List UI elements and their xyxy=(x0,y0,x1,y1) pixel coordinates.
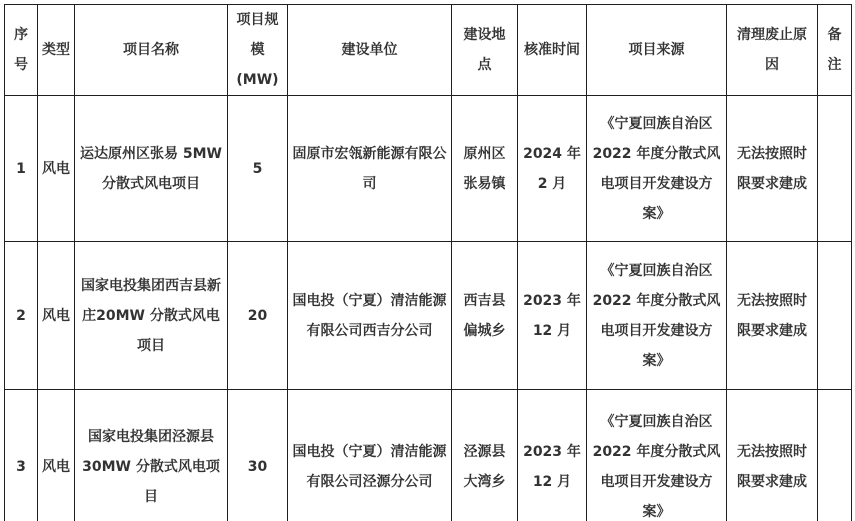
col-header-project-name: 项目名称 xyxy=(75,5,228,96)
col-header-type: 类型 xyxy=(38,5,75,96)
table-header-row xyxy=(5,5,852,96)
cell-remark xyxy=(818,96,852,242)
col-header-builder: 建设单位 xyxy=(288,5,452,96)
col-header-index: 序号 xyxy=(5,5,38,96)
col-header-location: 建设地点 xyxy=(452,5,518,96)
cell-index: 3 xyxy=(5,390,38,521)
cell-index: 1 xyxy=(5,96,38,242)
col-header-approval-time: 核准时间 xyxy=(518,5,587,96)
cell-scale: 20 xyxy=(228,242,288,390)
cell-approval-time: 2023 年 12 月 xyxy=(518,242,587,390)
cell-builder: 国电投（宁夏）清洁能源有限公司泾源分公司 xyxy=(288,390,452,521)
cell-location: 原州区张易镇 xyxy=(452,96,518,242)
cell-type: 风电 xyxy=(38,96,75,242)
table-row xyxy=(5,96,852,242)
cell-source: 《宁夏回族自治区2022 年度分散式风电项目开发建设方案》 xyxy=(587,390,727,521)
cell-location: 泾源县大湾乡 xyxy=(452,390,518,521)
col-header-abolish-reason: 清理废止原因 xyxy=(727,5,818,96)
cell-abolish-reason: 无法按照时限要求建成 xyxy=(727,390,818,521)
cell-project-name: 国家电投集团泾源县30MW 分散式风电项目 xyxy=(75,390,228,521)
cell-scale: 5 xyxy=(228,96,288,242)
cell-source: 《宁夏回族自治区2022 年度分散式风电项目开发建设方案》 xyxy=(587,242,727,390)
col-header-scale: 项目规模(MW) xyxy=(228,5,288,96)
cell-builder: 国电投（宁夏）清洁能源有限公司西吉分公司 xyxy=(288,242,452,390)
cell-location: 西吉县偏城乡 xyxy=(452,242,518,390)
cell-source: 《宁夏回族自治区2022 年度分散式风电项目开发建设方案》 xyxy=(587,96,727,242)
col-header-remark: 备注 xyxy=(818,5,852,96)
cell-project-name: 运达原州区张易 5MW 分散式风电项目 xyxy=(75,96,228,242)
col-header-source: 项目来源 xyxy=(587,5,727,96)
cell-remark xyxy=(818,390,852,521)
table-row xyxy=(5,390,852,521)
cell-type: 风电 xyxy=(38,242,75,390)
cell-abolish-reason: 无法按照时限要求建成 xyxy=(727,242,818,390)
cell-index: 2 xyxy=(5,242,38,390)
cell-type: 风电 xyxy=(38,390,75,521)
cell-project-name: 国家电投集团西吉县新庄20MW 分散式风电项目 xyxy=(75,242,228,390)
cell-scale: 30 xyxy=(228,390,288,521)
cell-abolish-reason: 无法按照时限要求建成 xyxy=(727,96,818,242)
table-row xyxy=(5,242,852,390)
cell-approval-time: 2023 年 12 月 xyxy=(518,390,587,521)
projects-table xyxy=(4,4,852,521)
cell-approval-time: 2024 年 2 月 xyxy=(518,96,587,242)
cell-builder: 固原市宏瓴新能源有限公司 xyxy=(288,96,452,242)
cell-remark xyxy=(818,242,852,390)
